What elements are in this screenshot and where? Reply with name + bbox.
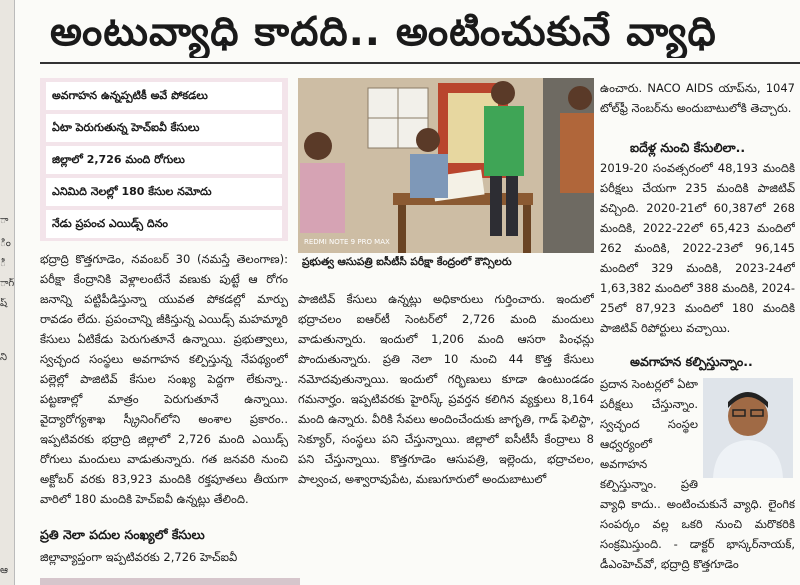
- right-column-subhead-awareness: అవగాహన కల్పిస్తున్నాం..: [630, 354, 753, 369]
- highlight-line: నేడు ప్రపంచ ఎయిడ్స్ దినం: [46, 210, 282, 238]
- next-article-strip: [40, 578, 300, 585]
- right-column-intro: ఉంచారు. NACO AIDS యాప్‌ను, 1047 టోల్‌ఫ్రీ నెంబర్‌ను అందుబాటులోకి తెచ్చారు.: [600, 81, 795, 115]
- strip-fragment: ని: [0, 352, 8, 363]
- counselling-photo: [298, 78, 594, 253]
- highlight-line: జిల్లాలో 2,726 మంది రోగులు: [46, 146, 282, 174]
- right-column-subhead-cases: ఐదేళ్ల నుంచి కేసులిలా..: [630, 140, 746, 155]
- highlights-box: [40, 78, 288, 241]
- strip-fragment: ష్: [0, 298, 8, 309]
- photo-caption: ప్రభుత్వ ఆసుపత్రి ఐసీటీసీ పరీక్షా కేంద్రంలో కౌన్సిలరు: [302, 256, 512, 268]
- photo-illustration: [298, 78, 594, 253]
- right-column-stats: 2019-20 సంవత్సరంలో 48,193 మందికి పరీక్షలు చేయగా 235 మందికి పాజిటివ్ వచ్చింది. 2020-21లో 60,387లో 268 మందికి, 2022-22లో 65,423 మందిలో 262 మందికి, 2022-23లో 96,145 మందిలో 329 మందికి, 2023-24లో 1,63,382 మందిలో 388 మందికి, 2024-25లో 87,923 మందిలో 180 మందికి పాజిటివ్ రిపోర్టులు వచ్చాయి.: [600, 161, 795, 335]
- headline-rule: [40, 62, 800, 64]
- middle-column-body: పాజిటివ్ కేసులు ఉన్నట్లు అధికారులు గుర్తించారు. ఇందులో భద్రాచలం ఐఆర్‌టీ సెంటర్‌లో 2,726 మంది మందులు వాడుతున్నారు. ఇందులో 1,206 మంది ఆసరా పింఛన్లు పొందుతున్నారు. ప్రతి నెలా 10 నుంచి 44 కొత్త కేసులు నమోదవుతున్నాయి. ఇందులో గర్భిణులు కూడా ఉంటుండడం గమనార్హం. ఇప్పటివరకు హైరిస్క్ ప్రవర్తన కలిగిన వ్యక్తులు 8,164 మంది ఉన్నారు. వీరికి సేవలు అందించేందుకు జాగృతి, గాడ్ ఫెలిస్టా, సెక్యూర్, సంస్థలు పని చేస్తున్నాయి. జిల్లాలో ఐసీటీసీ కేంద్రాలు 8 పని చేస్తున్నాయి. కొత్తగూడెం ఆసుపత్రి, ఇల్లెందు, భద్రాచలం, పాల్వంచ, అశ్వారావుపేట, మణుగూరులో అందుబాటులో: [298, 292, 594, 486]
- highlight-line: అవగాహన ఉన్నప్పటికీ అవే పోకడలు: [46, 82, 282, 110]
- left-column-tail: జిల్లావ్యాప్తంగా ఇప్పటివరకు 2,726 హెచ్ఐవీ: [40, 550, 238, 564]
- doctor-quote-narrow: ప్రదాన సెంటర్లలో ఏటా పరీక్షలు చేస్తున్నాం. స్వచ్ఛంద సంస్థల ఆధ్వర్యంలో అవగాహన కల్పిస్తున్నాం. ప్రతి: [600, 377, 698, 491]
- left-column-subhead: ప్రతి నెలా పదుల సంఖ్యలో కేసులు: [40, 527, 205, 542]
- highlight-line: ఎనిమిది నెలల్లో 180 కేసుల నమోదు: [46, 178, 282, 206]
- strip-fragment: ఆ: [0, 565, 8, 576]
- strip-fragment: ా: [0, 215, 9, 226]
- doctor-portrait: [703, 378, 793, 478]
- highlight-line: ఏటా పెరుగుతున్న హెచ్ఐవీ కేసులు: [46, 114, 282, 142]
- adjacent-article-strip: [0, 0, 15, 585]
- doctor-quote-wide: వ్యాధి కాదు.. అంటించుకునే వ్యాధి. లైంగిక సంపర్కం వల్ల ఒకరి నుంచి మరొకరికి సంక్రమిస్తుంది. - డాక్టర్ భాస్కర్‌నాయక్, డీఎంహెచ్‌వో, భద్రాద్రి కొత్తగూడెం: [600, 497, 795, 571]
- strip-fragment: ాగ్: [0, 278, 14, 289]
- article-headline: అంటువ్యాధి కాదది.. అంటించుకునే వ్యాధి: [50, 9, 717, 55]
- left-column-body: భద్రాద్రి కొత్తగూడెం, నవంబర్ 30 (నమస్తే తెలంగాణ): పరీక్షా కేంద్రానికి వెళ్లాలంటేనే వణుకు పుట్టే ఆ రోగం జనాన్ని పట్టిపీడిస్తున్నా యువత పోకడల్లో మార్పు రావడం లేదు. ప్రపంచాన్ని జీకిస్తున్న ఎయిడ్స్ మహమ్మారి కేసులు ఏటికేడు పెరుగుతూనే ఉన్నాయి. ప్రభుత్వాలు, స్వచ్ఛంద సంస్థలు అవగాహన కల్పిస్తున్న నేపథ్యంలో పల్లెల్లో పాజిటివ్ కేసుల సంఖ్య పెద్దగా లేకున్నా.. పట్టణాల్లో మాత్రం పెరుగుతూనే ఉన్నాయి. వైద్యారోగ్యశాఖ స్క్రీనింగ్‌లోని అంశాల ప్రకారం.. ఇప్పటివరకు భద్రాద్రి జిల్లాలో 2,726 మంది ఎయిడ్స్ రోగులు మందులు వాడుతున్నారు. గత జనవరి నుంచి అక్టోబర్ వరకు 83,923 మందికి రక్తపూతలు తీయగా వారిలో 180 మందికి హెచ్ఐవీ ఉన్నట్లు తేలింది.: [40, 252, 288, 506]
- strip-fragment: ీ: [0, 258, 6, 269]
- strip-fragment: ిం: [0, 238, 11, 249]
- doctor-photo: [703, 378, 793, 478]
- photo-watermark: REDMI NOTE 9 PRO MAX: [304, 238, 390, 246]
